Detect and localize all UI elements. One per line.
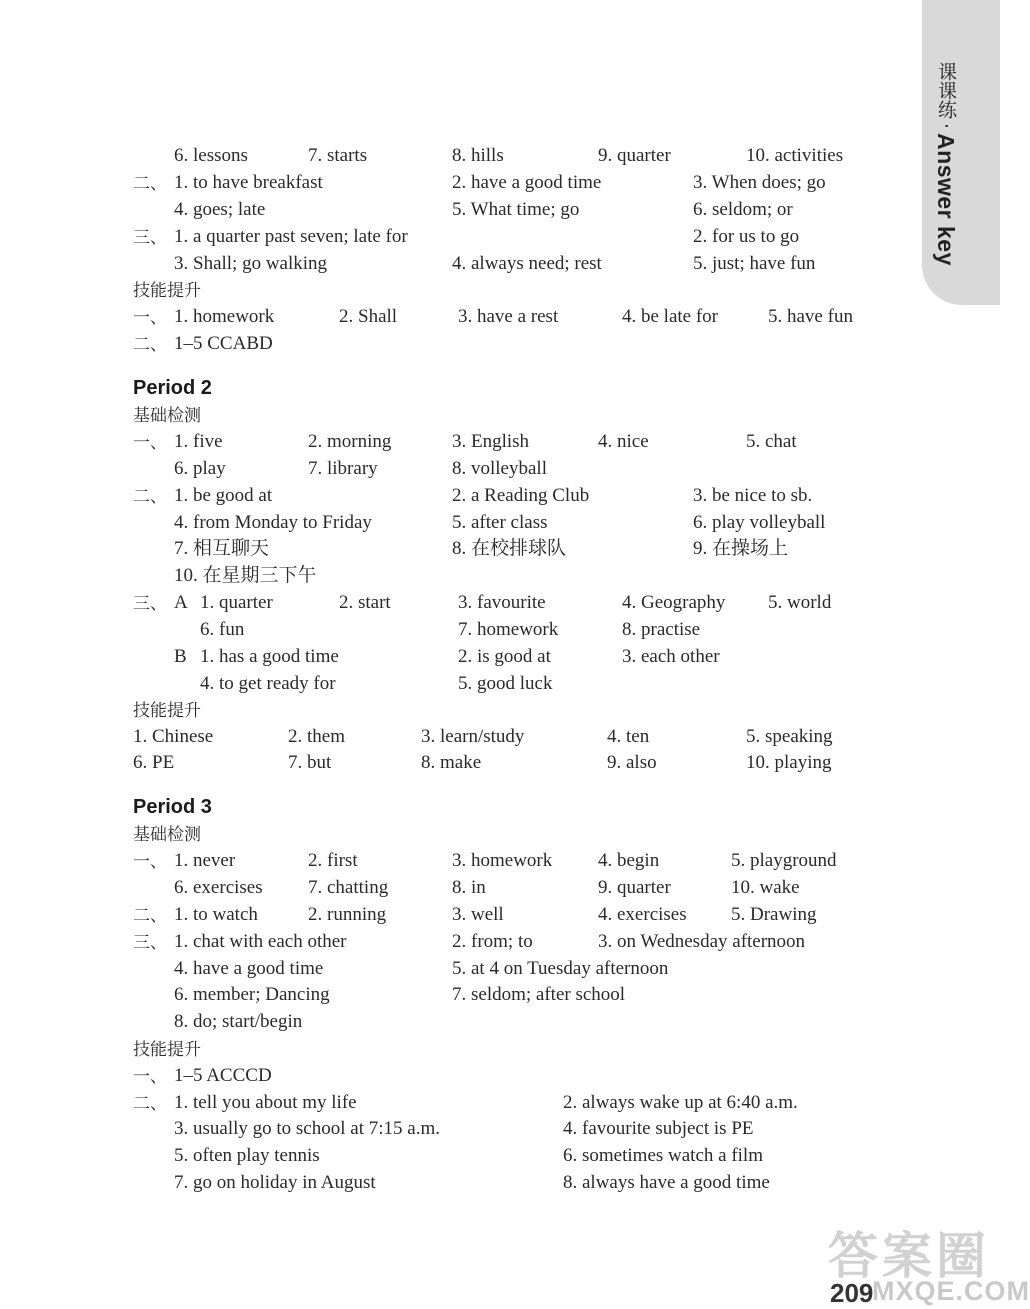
answer-item: 7. go on holiday in August xyxy=(174,1172,376,1193)
answer-item: 2. start xyxy=(339,592,391,613)
answer-item: 8. practise xyxy=(622,619,701,640)
answer-item: 1. to have breakfast xyxy=(174,172,323,193)
answer-item: 10. activities xyxy=(746,145,844,166)
answer-item: 3. English xyxy=(452,431,530,452)
answer-item: 8. 在校排球队 xyxy=(452,538,567,559)
answer-item: 2. morning xyxy=(308,431,392,452)
answer-item: 1–5 CCABD xyxy=(174,333,273,354)
answer-item: 5. world xyxy=(768,592,832,613)
watermark-url: MXQE.COM xyxy=(872,1276,1030,1306)
answer-item: 7. starts xyxy=(308,145,368,166)
answer-item: 6. play volleyball xyxy=(693,512,826,533)
answer-item: 1. be good at xyxy=(174,485,273,506)
answer-item: 3. each other xyxy=(622,646,720,667)
answer-item: 4. ten xyxy=(607,726,650,747)
section-marker: 一、 xyxy=(133,1067,167,1087)
answer-item: 6. exercises xyxy=(174,877,263,898)
side-tab-zh: 课课练 xyxy=(935,62,957,119)
answer-item: 1. to watch xyxy=(174,904,258,925)
answer-item: 2. running xyxy=(308,904,387,925)
answer-item: 4. begin xyxy=(598,850,660,871)
part-label: A xyxy=(174,592,188,613)
section-marker: 一、 xyxy=(133,308,167,328)
answer-item: 8. always have a good time xyxy=(563,1172,770,1193)
answer-item: 6. member; Dancing xyxy=(174,984,330,1005)
answer-item: 4. to get ready for xyxy=(200,673,336,694)
answer-item: 3. homework xyxy=(452,850,553,871)
answer-item: 2. have a good time xyxy=(452,172,602,193)
answer-item: 6. sometimes watch a film xyxy=(563,1145,763,1166)
answer-item: 6. PE xyxy=(133,752,175,773)
answer-item: 1. a quarter past seven; late for xyxy=(174,226,408,247)
answer-item: 1. tell you about my life xyxy=(174,1092,357,1113)
answer-item: 3. have a rest xyxy=(458,306,559,327)
answer-item: 7. chatting xyxy=(308,877,389,898)
section-marker: 二、 xyxy=(133,335,167,355)
answer-item: 5. often play tennis xyxy=(174,1145,320,1166)
answer-item: 9. also xyxy=(607,752,657,773)
section-marker: 二、 xyxy=(133,1094,167,1114)
watermark-logo: 答案圈 xyxy=(828,1227,990,1285)
answer-item: 7. library xyxy=(308,458,378,479)
subsection-heading: 技能提升 xyxy=(133,1040,201,1060)
answer-item: 1. never xyxy=(174,850,236,871)
answer-item: 7. homework xyxy=(458,619,559,640)
answer-item: 5. have fun xyxy=(768,306,853,327)
answer-item: 2. from; to xyxy=(452,931,533,952)
answer-item: 3. When does; go xyxy=(693,172,826,193)
subsection-heading: 基础检测 xyxy=(133,825,201,845)
answer-item: 2. is good at xyxy=(458,646,551,667)
answer-item: 2. them xyxy=(288,726,345,747)
answer-item: 9. quarter xyxy=(598,145,671,166)
answer-item: 1. has a good time xyxy=(200,646,339,667)
answer-item: 4. exercises xyxy=(598,904,687,925)
section-marker: 二、 xyxy=(133,906,167,926)
answer-item: 6. fun xyxy=(200,619,245,640)
answer-item: 3. learn/study xyxy=(421,726,525,747)
answer-item: 2. Shall xyxy=(339,306,398,327)
answer-item: 8. volleyball xyxy=(452,458,547,479)
answer-item: 8. in xyxy=(452,877,486,898)
answer-item: 10. wake xyxy=(731,877,800,898)
subsection-heading: 技能提升 xyxy=(133,701,201,721)
answer-item: 3. usually go to school at 7:15 a.m. xyxy=(174,1118,440,1139)
answer-item: 4. goes; late xyxy=(174,199,266,220)
answer-item: 1. Chinese xyxy=(133,726,214,747)
answer-item: 8. hills xyxy=(452,145,504,166)
answer-item: 1. chat with each other xyxy=(174,931,347,952)
section-marker: 二、 xyxy=(133,174,167,194)
answer-item: 6. lessons xyxy=(174,145,248,166)
page-number: 209 xyxy=(830,1278,874,1308)
section-marker: 二、 xyxy=(133,487,167,507)
part-label: B xyxy=(174,646,187,667)
section-marker: 一、 xyxy=(133,852,167,872)
answer-item: 7. 相互聊天 xyxy=(174,538,270,559)
answer-item: 8. do; start/begin xyxy=(174,1011,303,1032)
period-title: Period 3 xyxy=(133,796,212,818)
answer-item: 4. Geography xyxy=(622,592,726,613)
answer-item: 5. after class xyxy=(452,512,548,533)
answer-item: 5. good luck xyxy=(458,673,553,694)
period-title: Period 2 xyxy=(133,377,212,399)
section-marker: 三、 xyxy=(133,933,167,953)
answer-item: 2. first xyxy=(308,850,358,871)
answer-item: 2. a Reading Club xyxy=(452,485,590,506)
answer-item: 10. 在星期三下午 xyxy=(174,565,317,586)
answer-item: 1. quarter xyxy=(200,592,273,613)
answer-item: 4. have a good time xyxy=(174,958,324,979)
answer-item: 9. quarter xyxy=(598,877,671,898)
answer-item: 3. favourite xyxy=(458,592,546,613)
answer-item: 3. well xyxy=(452,904,504,925)
answer-item: 5. speaking xyxy=(746,726,833,747)
answer-item: 4. favourite subject is PE xyxy=(563,1118,754,1139)
answer-item: 5. just; have fun xyxy=(693,253,816,274)
answer-item: 5. playground xyxy=(731,850,837,871)
answer-item: 4. always need; rest xyxy=(452,253,602,274)
answer-item: 8. make xyxy=(421,752,482,773)
subsection-heading: 技能提升 xyxy=(133,281,201,301)
section-marker: 三、 xyxy=(133,228,167,248)
section-marker: 一、 xyxy=(133,433,167,453)
subsection-heading: 基础检测 xyxy=(133,406,201,426)
answer-item: 6. play xyxy=(174,458,226,479)
answer-item: 1. five xyxy=(174,431,223,452)
answer-item: 5. What time; go xyxy=(452,199,580,220)
answer-item: 1–5 ACCCD xyxy=(174,1065,272,1086)
answer-item: 7. but xyxy=(288,752,332,773)
side-tab-en: Answer key xyxy=(933,133,959,266)
answer-item: 4. be late for xyxy=(622,306,719,327)
answer-item: 4. from Monday to Friday xyxy=(174,512,372,533)
answer-item: 9. 在操场上 xyxy=(693,538,789,559)
side-tab-separator: · xyxy=(935,123,957,130)
answer-item: 3. be nice to sb. xyxy=(693,485,813,506)
answer-item: 5. Drawing xyxy=(731,904,817,925)
answer-item: 2. always wake up at 6:40 a.m. xyxy=(563,1092,798,1113)
answer-item: 3. Shall; go walking xyxy=(174,253,328,274)
answer-item: 5. chat xyxy=(746,431,797,452)
answer-item: 1. homework xyxy=(174,306,275,327)
answer-item: 4. nice xyxy=(598,431,649,452)
answer-item: 2. for us to go xyxy=(693,226,800,247)
section-marker: 三、 xyxy=(133,594,167,614)
side-tab-label xyxy=(934,62,957,266)
answer-item: 7. seldom; after school xyxy=(452,984,626,1005)
answer-item: 5. at 4 on Tuesday afternoon xyxy=(452,958,669,979)
answer-item: 3. on Wednesday afternoon xyxy=(598,931,806,952)
answer-item: 6. seldom; or xyxy=(693,199,793,220)
answer-item: 10. playing xyxy=(746,752,832,773)
